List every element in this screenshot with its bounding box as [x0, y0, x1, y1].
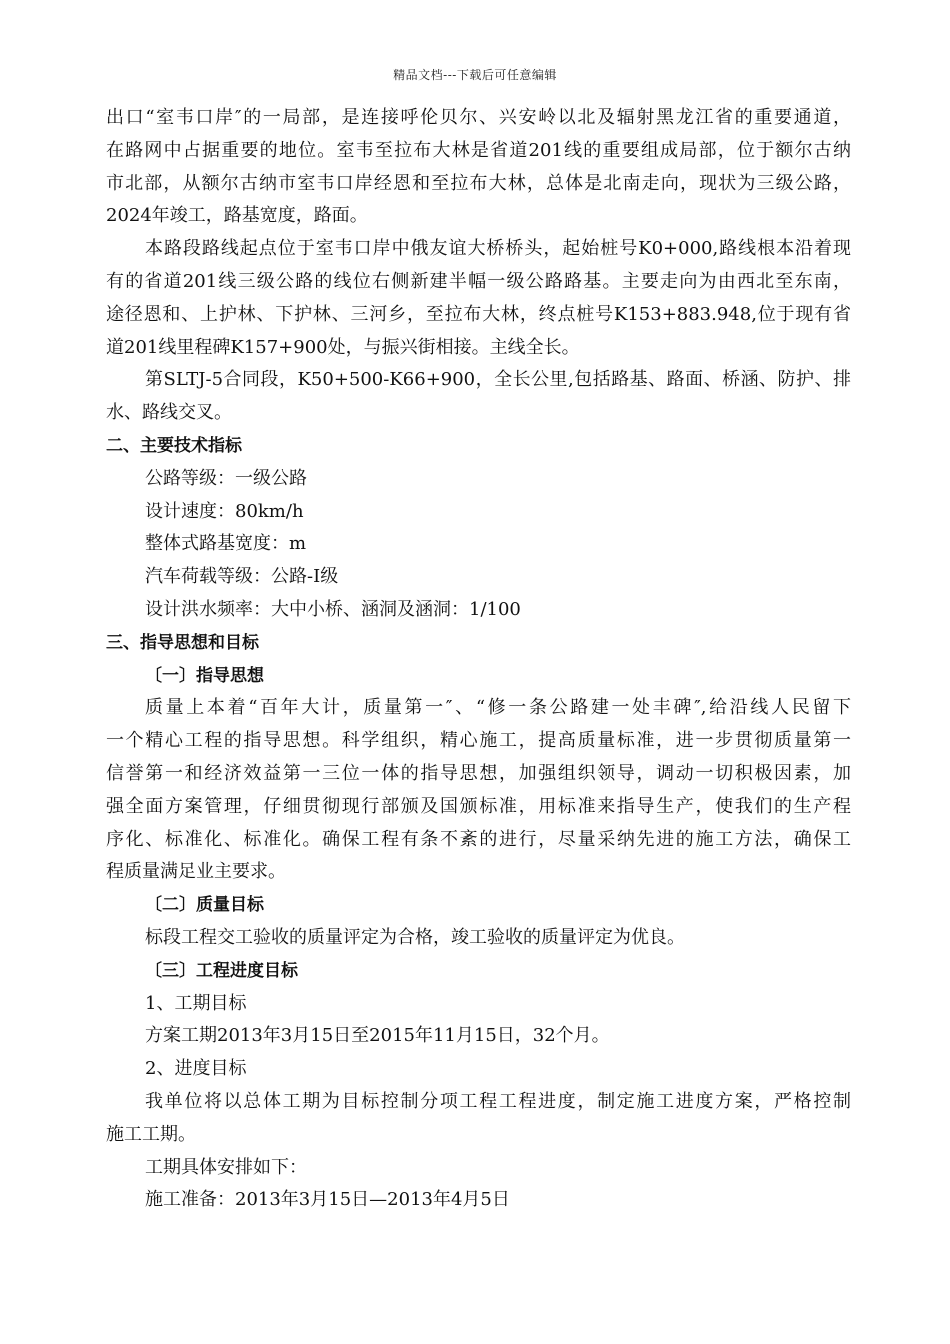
text-line: 工期具体安排如下： [145, 1156, 307, 1178]
text-line: 市北部，从额尔古纳市室韦口岸经恩和至拉布大林，总体是北南走向，现状为三级公路， [106, 172, 851, 194]
text-line: 2、进度目标 [145, 1058, 247, 1080]
section-heading: 〔三〕工程进度目标 [145, 960, 298, 981]
text-line: 有的省道201线三级公路的线位右侧新建半幅一级公路路基。主要走向为由西北至东南， [106, 270, 851, 292]
document-body [106, 102, 851, 1217]
text-line: 出口“室韦口岸″的一局部，是连接呼伦贝尔、兴安岭以北及辐射黑龙江省的重要通道， [106, 107, 851, 128]
text-line: 程质量满足业主要求。 [106, 861, 286, 883]
text-line: 施工工期。 [106, 1123, 196, 1145]
text-line: 设计速度：80km/h [145, 500, 304, 522]
text-line: 序化、标准化、标准化。确保工程有条不紊的进行，尽量采纳先进的施工方法，确保工 [106, 828, 851, 850]
text-line: 第SLTJ-5合同段，K50+500-K66+900，全长公里,包括路基、路面、桥涵、防护、排 [145, 369, 851, 391]
text-line: 方案工期2013年3月15日至2015年11月15日，32个月。 [145, 1025, 610, 1047]
text-line: 标段工程交工验收的质量评定为合格，竣工验收的质量评定为优良。 [145, 926, 685, 948]
text-line: 我单位将以总体工期为目标控制分项工程工程进度，制定施工进度方案，严格控制 [145, 1090, 851, 1112]
section-heading: 三、指导思想和目标 [106, 632, 259, 653]
section-heading: 〔二〕质量目标 [145, 895, 264, 916]
page-header: 精品文档---下载后可任意编辑 [393, 68, 557, 82]
text-line: 整体式路基宽度：m [145, 533, 307, 555]
text-line: 质量上本着“百年大计，质量第一″、“修一条公路建一处丰碑″,给沿线人民留下 [145, 697, 851, 719]
text-line: 强全面方案管理，仔细贯彻现行部颁及国颁标准，用标准来指导生产，使我们的生产程 [106, 795, 851, 817]
text-line: 公路等级：一级公路 [145, 467, 307, 489]
text-line: 1、工期目标 [145, 992, 247, 1014]
section-heading: 〔一〕指导思想 [145, 665, 264, 686]
section-heading: 二、主要技术指标 [106, 435, 242, 456]
text-line: 途径恩和、上护林、下护林、三河乡，至拉布大林，终点桩号K153+883.948,位于现有省 [106, 303, 851, 325]
text-line: 道201线里程碑K157+900处，与振兴街相接。主线全长。 [106, 336, 580, 358]
text-line: 汽车荷载等级：公路-I级 [145, 566, 339, 588]
text-line: 一个精心工程的指导思想。科学组织，精心施工，提高质量标准，进一步贯彻质量第一 [106, 730, 851, 752]
text-line: 水、路线交叉。 [106, 402, 232, 424]
text-line: 2024年竣工，路基宽度，路面。 [106, 205, 368, 227]
text-line: 本路段路线起点位于室韦口岸中俄友谊大桥桥头，起始桩号K0+000,路线根本沿着现 [145, 238, 851, 260]
text-line: 设计洪水频率：大中小桥、涵洞及涵洞：1/100 [145, 598, 521, 620]
text-line: 信誉第一和经济效益第一三位一体的指导思想，加强组织领导，调动一切积极因素，加 [106, 762, 851, 784]
text-line: 施工准备：2013年3月15日—2013年4月5日 [145, 1189, 510, 1211]
text-line: 在路网中占据重要的地位。室韦至拉布大林是省道201线的重要组成局部，位于额尔古纳 [106, 139, 851, 161]
